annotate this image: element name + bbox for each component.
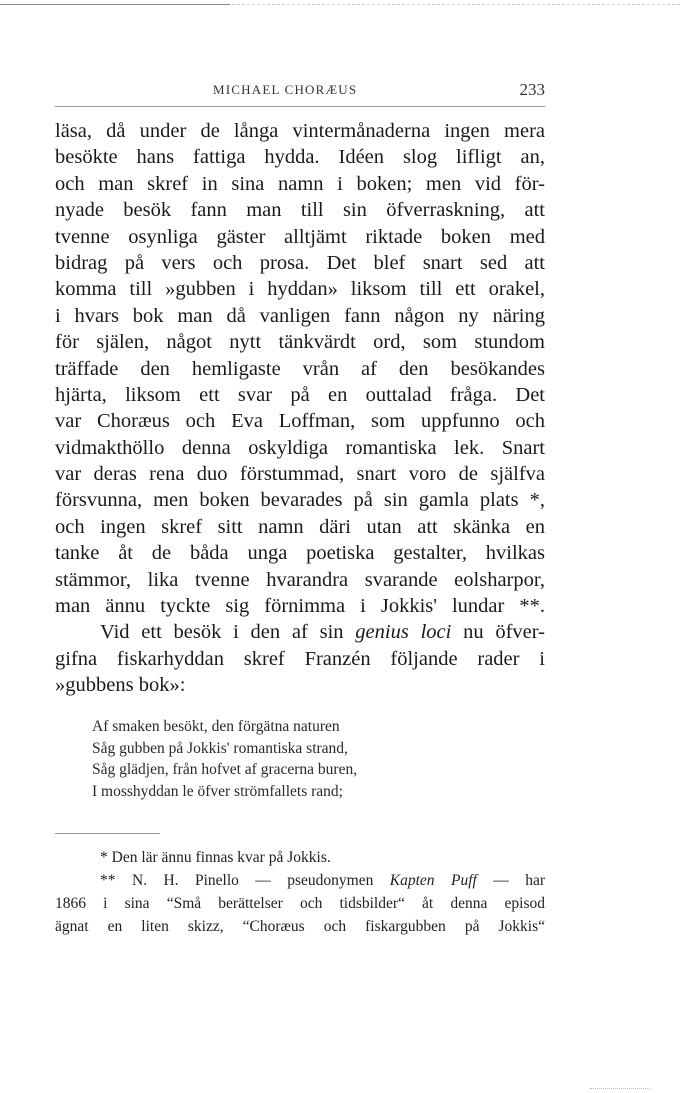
text-line: för själen, något nytt tänkvärdt ord, som stundom (55, 331, 545, 354)
text-segment: ** N. H. Pinello — pseudonymen (100, 872, 390, 889)
text-line: och ingen skref sitt namn däri utan att skänka en (55, 515, 545, 538)
paragraph-2-line-1 (55, 619, 545, 645)
header-rule (55, 106, 545, 107)
italic-phrase: Kapten Puff (389, 872, 477, 889)
body-text (55, 118, 545, 699)
text-line: stämmor, lika tvenne hvarandra svarande eolsharpor, (55, 568, 545, 591)
text-line: läsa, då under de långa vintermånaderna ingen mera (55, 120, 545, 142)
footnote-2-line-2: 1866 i sina “Små berättelser och tidsbilder“ åt denna episod (55, 895, 545, 912)
poem-line: Af smaken besökt, den förgätna naturen (92, 718, 340, 735)
poem-line: Såg glädjen, från hofvet af gracerna buren, (92, 761, 358, 778)
poem-line: I mosshyddan le öfver strömfallets rand; (92, 782, 343, 800)
text-line: bidrag på vers och prosa. Det blef snart sed att (55, 251, 545, 274)
italic-phrase: genius loci (355, 621, 452, 644)
text-line: hjärta, liksom ett svar på en outtalad fråga. Det (55, 383, 545, 406)
text-segment: — har (476, 872, 545, 889)
text-line: tvenne osynliga gäster alltjämt riktade boken med (55, 225, 545, 248)
text-segment: Vid ett besök i den af sin (100, 621, 356, 644)
top-edge-dashes (232, 4, 680, 5)
paragraph-2-line-2: gifna fiskarhyddan skref Franzén följande rader i (55, 647, 545, 670)
text-line: komma till »gubben i hyddan» liksom till ett orakel, (55, 278, 545, 301)
text-line: besökte hans fattiga hydda. Idéen slog lifligt an, (55, 146, 545, 169)
text-line: och man skref in sina namn i boken; men vid för- (55, 172, 545, 195)
text-line: i hvars bok man då vanligen fann någon ny näring (55, 304, 545, 327)
running-head: MICHAEL CHORÆUS (213, 82, 358, 97)
footnote-1: * Den lär ännu finnas kvar på Jokkis. (100, 849, 331, 866)
text-line: träffade den hemligaste vrån af den besökandes (55, 357, 545, 380)
page-header (55, 80, 545, 102)
paragraph-2-line-3: »gubbens bok»: (55, 674, 186, 697)
bottom-edge-dots (590, 1088, 650, 1089)
text-line: man ännu tyckte sig förnimma i Jokkis' lundar **. (55, 595, 545, 618)
footnotes (55, 846, 545, 938)
footnote-2-line-1 (55, 869, 545, 892)
text-line: var deras rena duo förstummad, snart voro de själfva (55, 463, 545, 486)
text-line: nyade besök fann man till sin öfverraskning, att (55, 199, 545, 222)
text-line: var Choræus och Eva Loffman, som uppfunno och (55, 410, 545, 433)
text-line: tanke åt de båda unga poetiska gestalter, hvilkas (55, 542, 545, 565)
text-segment: nu öfver- (451, 621, 546, 644)
page-number: 233 (519, 80, 545, 99)
text-line: försvunna, men boken bevarades på sin gamla plats *, (55, 489, 545, 512)
text-line: vidmakthöllo denna oskyldiga romantiska lek. Snart (55, 436, 545, 459)
top-edge-line (0, 4, 230, 5)
footnote-rule (55, 833, 160, 834)
poem-line: Såg gubben på Jokkis' romantiska strand, (92, 739, 348, 757)
footnote-2-line-3: ägnat en liten skizz, “Choræus och fiskargubben på Jokkis“ (55, 918, 545, 935)
poem-quote (92, 716, 512, 802)
